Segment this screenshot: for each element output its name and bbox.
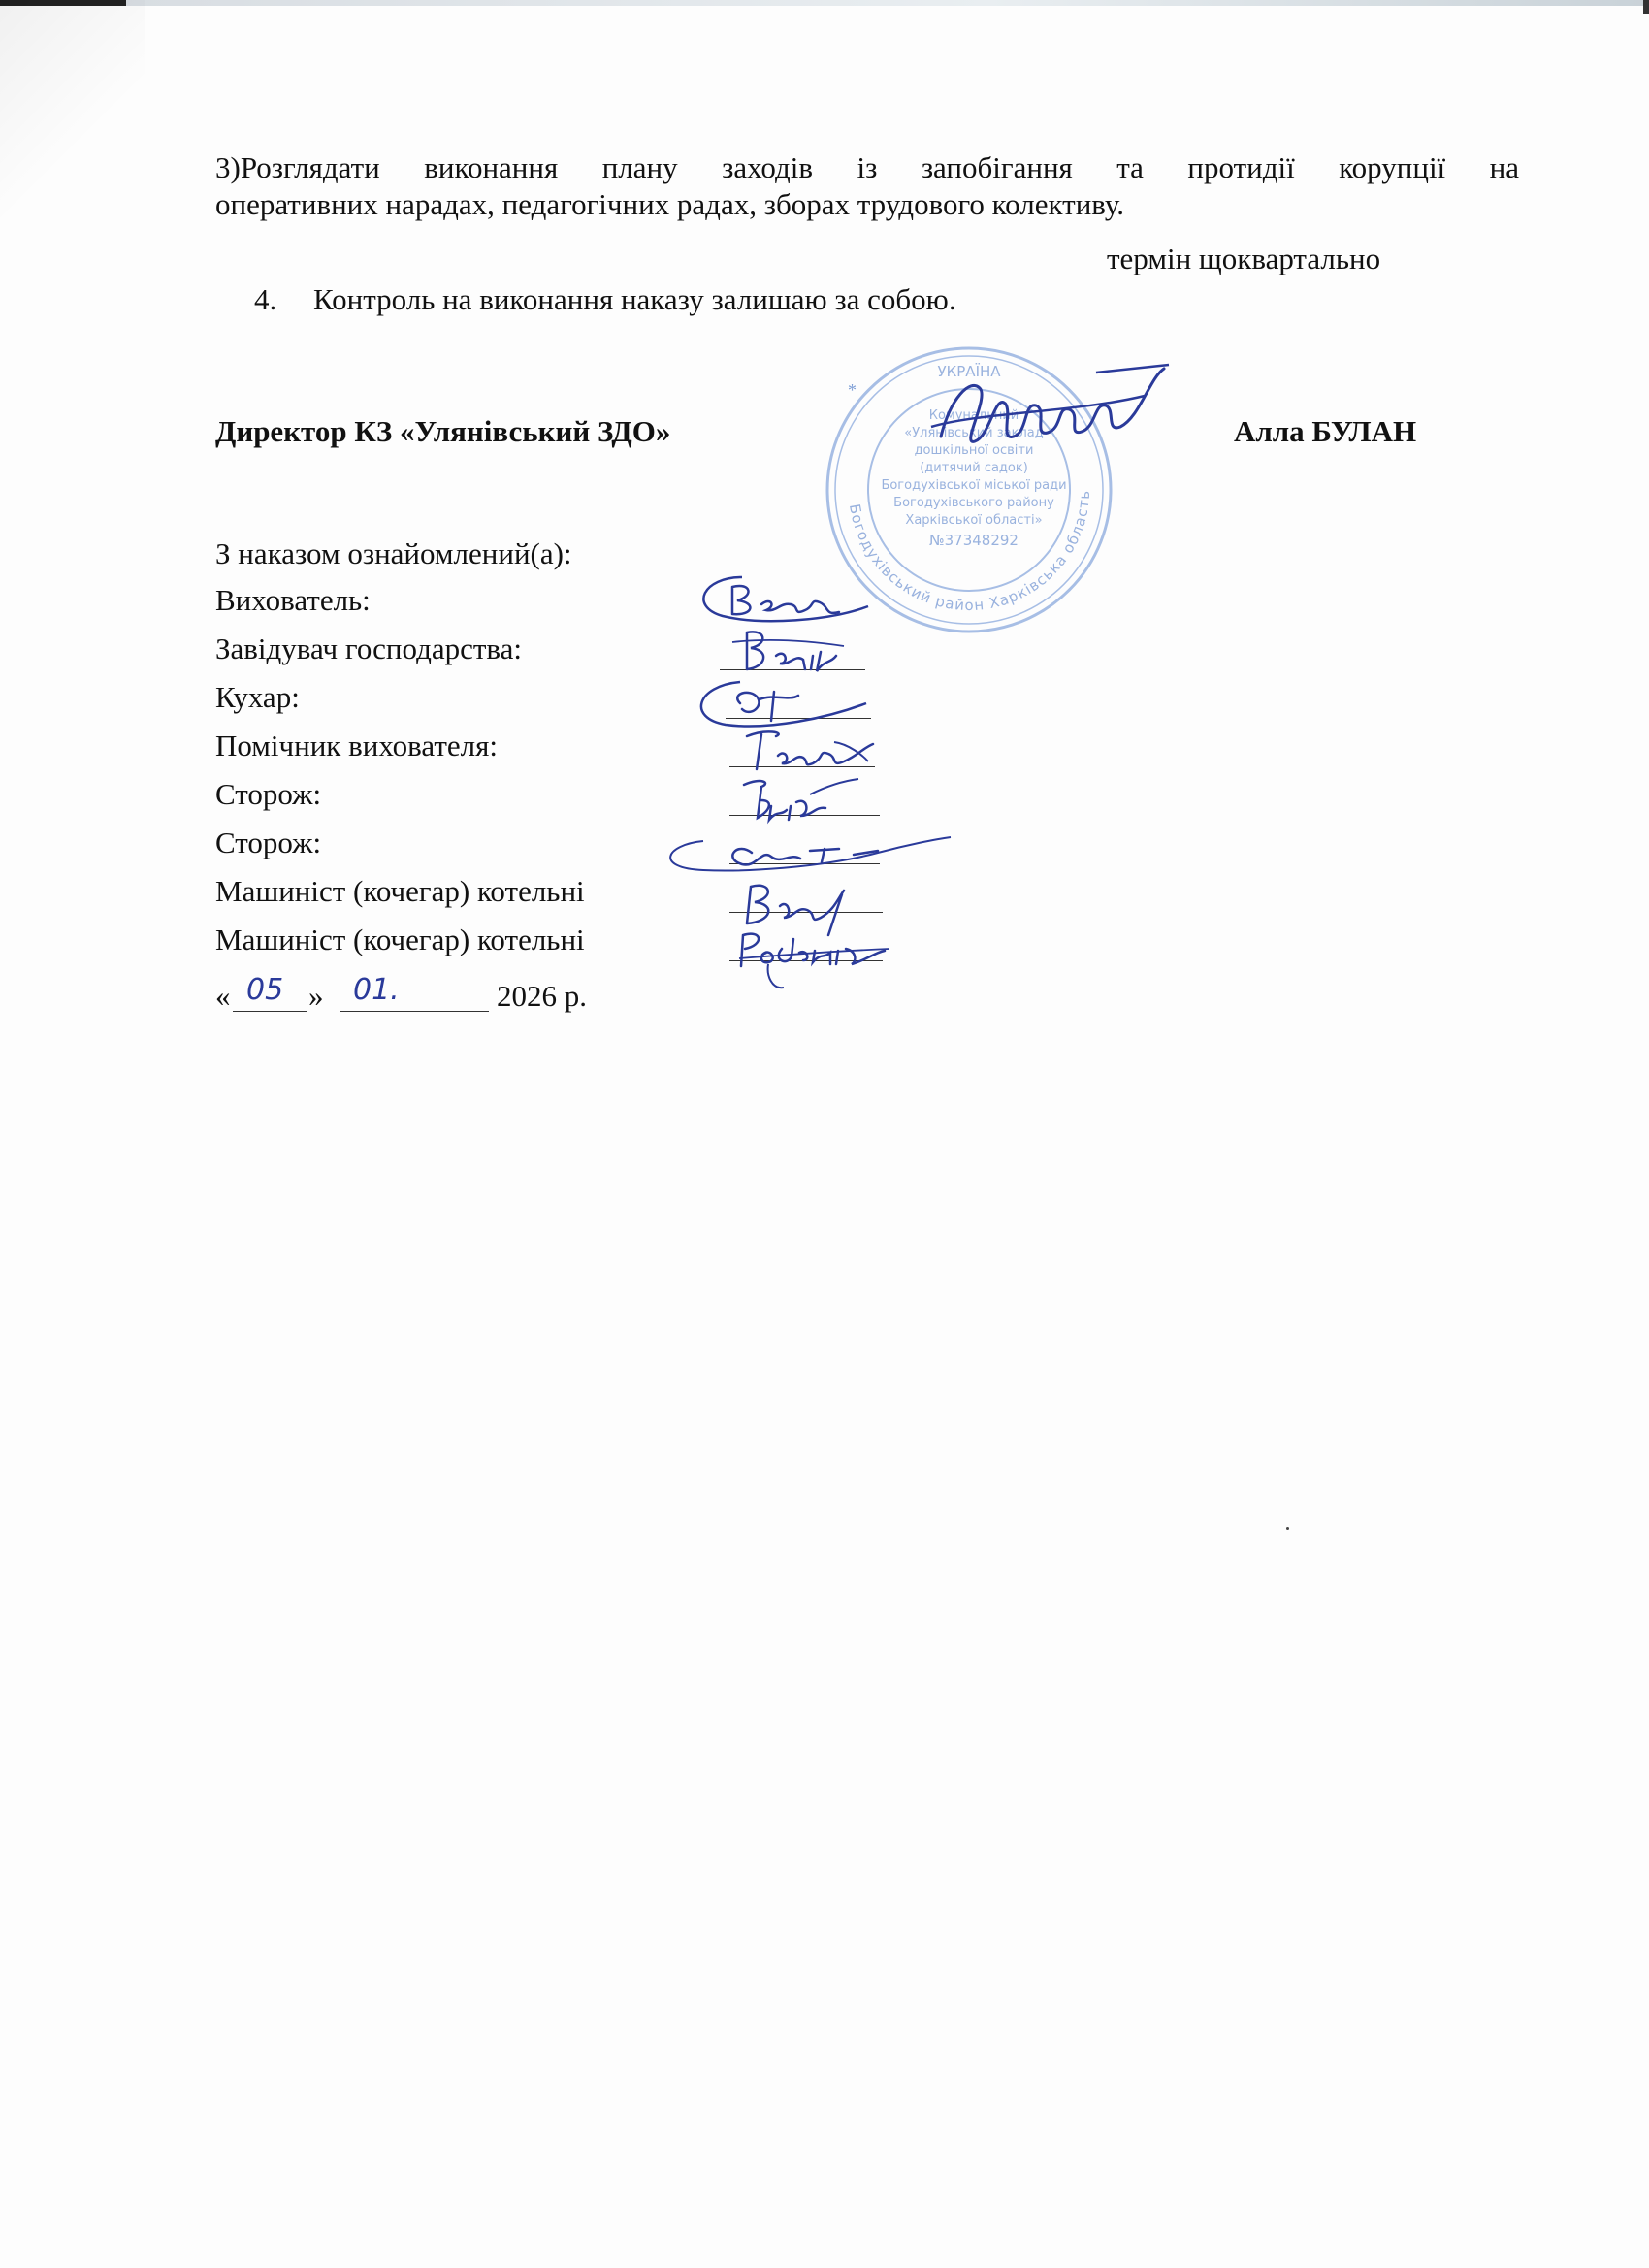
scan-corner [1643, 0, 1649, 14]
director-signature [922, 359, 1174, 466]
date-month: 01. [353, 973, 400, 1007]
staff-role-2: Завідувач господарства: [215, 632, 523, 665]
scan-top-edge [0, 0, 1649, 6]
date-close-quote: » [308, 979, 324, 1013]
director-title: Директор КЗ «Улянівський ЗДО» [215, 414, 671, 448]
point-4-text: Контроль на виконання наказу залишаю за собою. [313, 282, 956, 316]
stamp-line-2: «Улянівський заклад [904, 426, 1044, 440]
stamp-line-5: Богодухівської міської ради [881, 478, 1067, 493]
staff-role-1: Вихователь: [215, 583, 371, 617]
scan-crease [0, 0, 146, 233]
staff-role-6: Сторож: [215, 826, 322, 859]
signature-2 [728, 621, 873, 679]
scan-speck [1286, 1527, 1289, 1530]
staff-role-4: Помічник вихователя: [215, 729, 498, 762]
director-name: Алла БУЛАН [1234, 414, 1417, 448]
staff-role-7: Машиніст (кочегар) котельні [215, 874, 585, 908]
date-month-line [340, 1011, 489, 1012]
date-day: 05 [246, 973, 284, 1007]
stamp-line-3: дошкільної освіти [914, 443, 1034, 458]
point-3-line-2: оперативних нарадах, педагогічних радах, зборах трудового колективу. [215, 187, 1125, 221]
stamp-line-7: Харківської області» [905, 513, 1043, 528]
staff-role-8: Машиніст (кочегар) котельні [215, 923, 585, 956]
point-3-line-1: 3)Розглядати виконання плану заходів із запобігання та протидії корупції на [215, 150, 1519, 184]
acknowledgment-heading: З наказом ознайомлений(а): [215, 536, 572, 570]
date-day-line [233, 1011, 307, 1012]
stamp-ring-text: Богодухівський район Харківська область [845, 489, 1094, 615]
stamp-top-text: УКРАЇНА [937, 363, 1001, 380]
stamp-line-6: Богодухівського району [893, 496, 1054, 510]
stamp-code: №37348292 [929, 532, 1018, 549]
staff-role-3: Кухар: [215, 680, 300, 714]
date-year: 2026 р. [497, 979, 587, 1013]
stamp-star-left: * [848, 380, 857, 400]
stamp-line-4: (дитячий садок) [920, 461, 1028, 475]
point-3-term: термін щоквартально [1107, 242, 1381, 275]
stamp-line-1: Комунальний [928, 408, 1019, 423]
date-open-quote: « [215, 979, 231, 1013]
signature-8 [729, 922, 894, 999]
point-4-number: 4. [254, 282, 277, 316]
staff-role-5: Сторож: [215, 777, 322, 811]
signature-5 [732, 771, 878, 829]
point-3-paragraph [215, 149, 1519, 223]
